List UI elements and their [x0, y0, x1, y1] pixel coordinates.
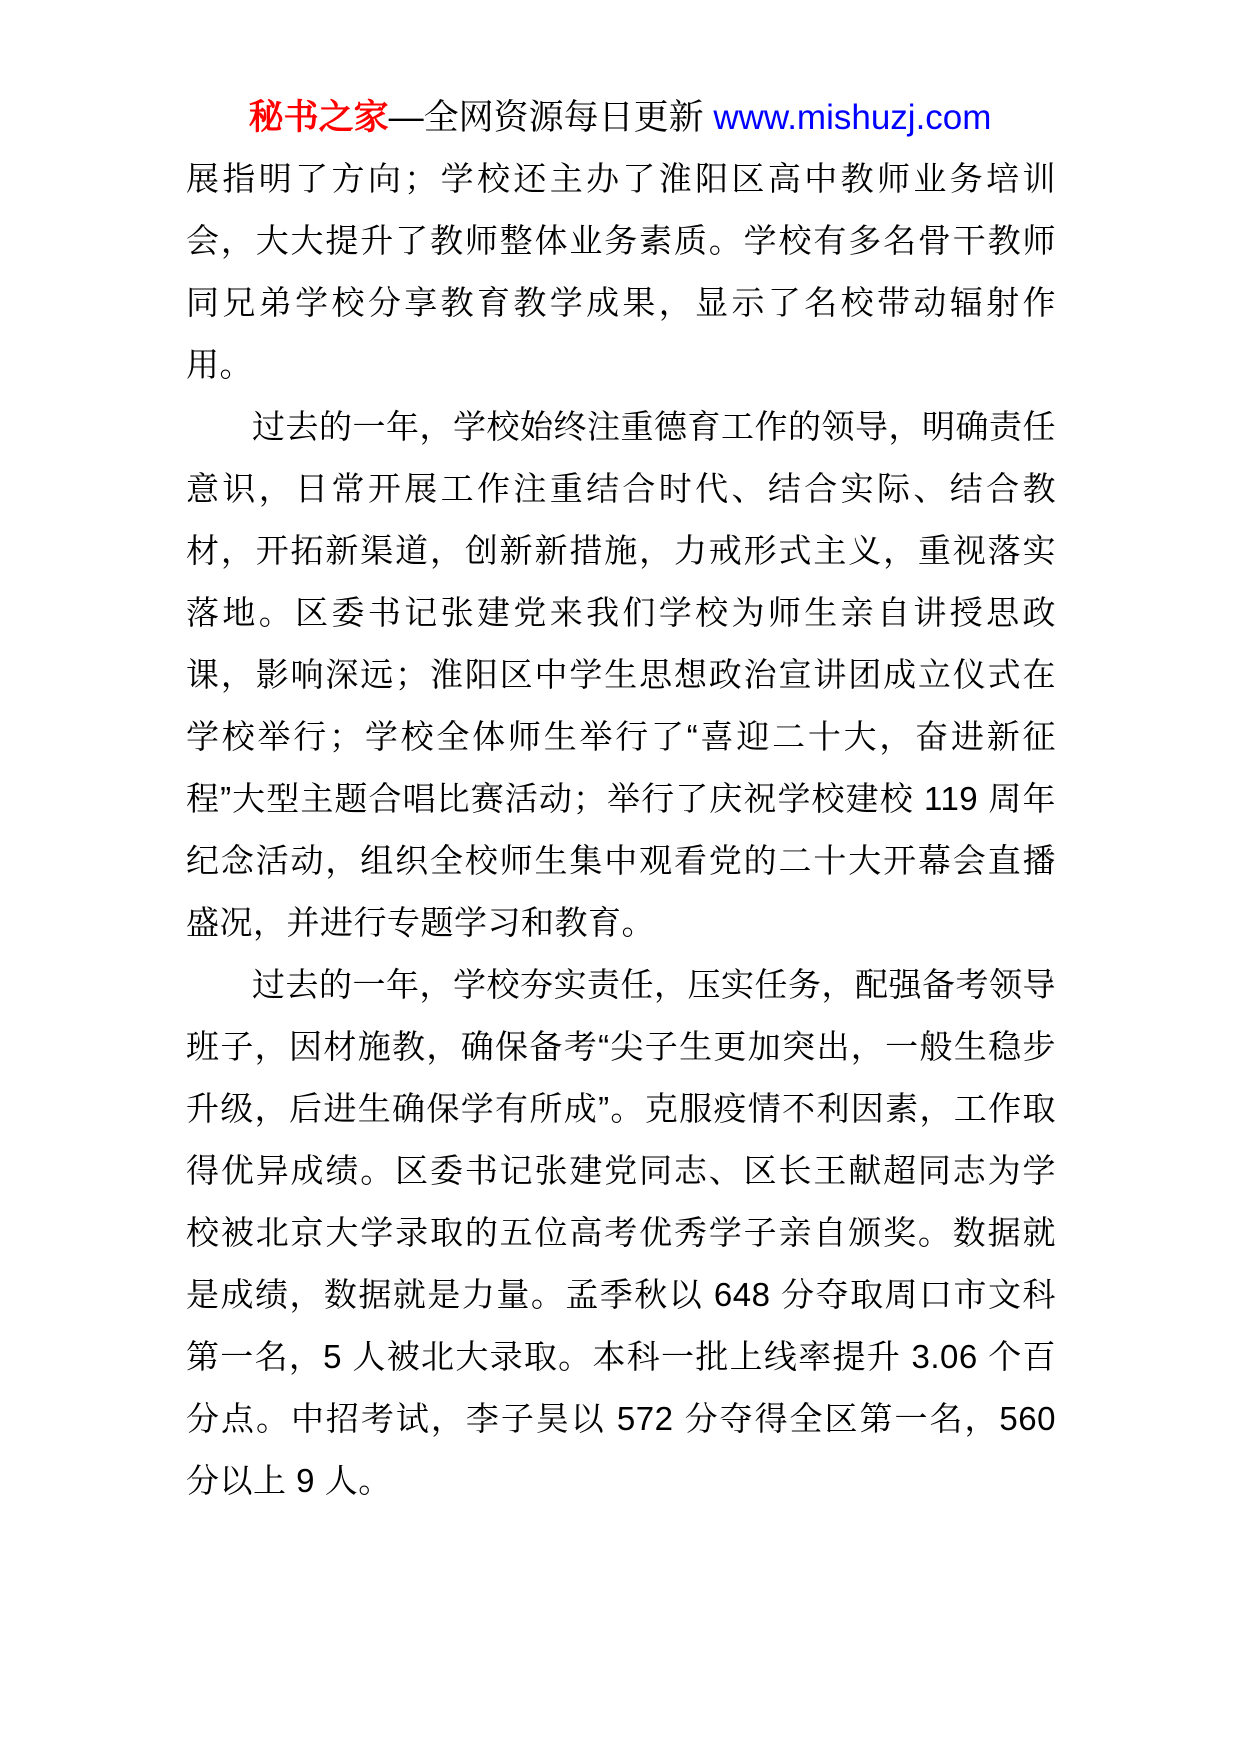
page-header [0, 0, 1240, 140]
paragraph: 过去的一年，学校夯实责任，压实任务，配强备考领导班子，因材施教，确保备考“尖子生更加突出，一般生稳步升级，后进生确保学有所成”。克服疫情不利因素，工作取得优异成绩。区委书记张建党同志、区长王献超同志为学校被北京大学录取的五位高考优秀学子亲自颁奖。数据就是成绩，数据就是力量。孟季秋以 648 分夺取周口市文科第一名，5 人被北大录取。本科一批上线率提升 3.06 个百分点。中招考试，李子昊以 572 分夺得全区第一名，560 分以上 9 人。 [186, 966, 1056, 1499]
site-tagline: —全网资源每日更新 [388, 98, 714, 137]
site-url-link[interactable]: www.mishuzj.com [713, 98, 992, 137]
site-name: 秘书之家 [248, 98, 389, 137]
paragraph: 过去的一年，学校始终注重德育工作的领导，明确责任意识，日常开展工作注重结合时代、结合实际、结合教材，开拓新渠道，创新新措施，力戒形式主义，重视落实落地。区委书记张建党来我们学校为师生亲自讲授思政课，影响深远；淮阳区中学生思想政治宣讲团成立仪式在学校举行；学校全体师生举行了“喜迎二十大，奋进新征程”大型主题合唱比赛活动；举行了庆祝学校建校 119 周年纪念活动，组织全校师生集中观看党的二十大开幕会直播盛况，并进行专题学习和教育。 [186, 408, 1056, 941]
document-body [186, 148, 1056, 1512]
paragraph: 展指明了方向；学校还主办了淮阳区高中教师业务培训会，大大提升了教师整体业务素质。学校有多名骨干教师同兄弟学校分享教育教学成果，显示了名校带动辐射作用。 [186, 160, 1056, 383]
